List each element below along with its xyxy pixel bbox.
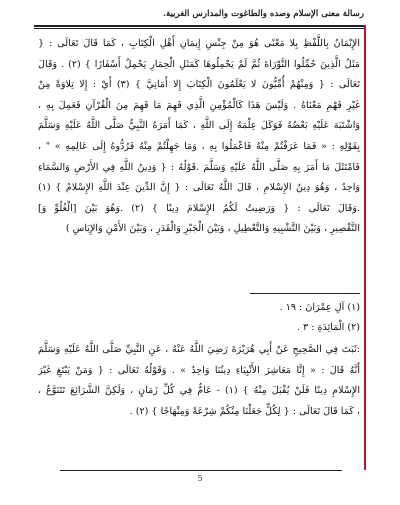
footnote: (١) آلِ عِمْرَانَ : ١٩ . (279, 302, 360, 313)
header-rule-thin (34, 28, 366, 29)
text-line: وَاحِدٌ ، وَهُوَ دِينُ الإِسْلامِ ، قَالَ اللَّهُ تَعَالَى : { إِنَّ الدِّينَ عِنْدَ اللَّهِ الإِسْلامُ } (١) (38, 182, 360, 194)
text-line: تَعَالَى : { وَمِنْهُمْ أُمِّيُّونَ لا يَعْلَمُونَ الْكِتَابَ إِلا أَمَانِيَّ } (٣) أَيْ : إِلا تِلاوَةً مِنْ (38, 79, 360, 91)
text-line: وَاشْتَبَهَ عَلَيْهِ بَعْضُهُ فَوَكَلَ عِلْمَهُ إِلَى اللَّهِ ، كَمَا أَمَرَهُ النَّبِيُّ صَلَّى اللَّهُ عَلَيْهِ وَسَلَّمَ (38, 120, 360, 132)
footnote-commentary (38, 340, 360, 422)
commentary-line: أَنَّهُ قَالَ : « إِنَّا مَعَاشِرَ الأَنْبِيَاءِ دِينُنَا وَاحِدٌ » . وَقَوْلُهُ تَعَالَى : { وَمَنْ يَبْتَغِ غَيْرَ (38, 364, 360, 376)
commentary-line: الإِسْلامِ دِينًا فَلَنْ يُقْبَلَ مِنْهُ } (١) - عَامٌّ فِي كُلِّ زَمَانٍ ، وَلَكِنَّ الشَّرَائِعَ تَتَنَوَّعُ ، (38, 385, 360, 397)
footnote-separator (250, 293, 360, 294)
page-number: 5 (197, 474, 203, 483)
commentary-line: ، كَمَا قَالَ تَعَالَى : { لِكُلٍّ جَعَلْنَا مِنْكُمْ شِرْعَةً وَمِنْهَاجًا } (٢) . (129, 405, 360, 417)
header-rule (34, 25, 366, 27)
page-header: رسالة معنى الإسلام وصده والطاغوت والمدارس الغربية. (162, 9, 364, 19)
margin-border (364, 25, 366, 470)
text-line: بِقَوْلِهِ : « فَمَا عَرَفْتُمْ مِنْهُ فَاعْمَلُوا بِهِ ، وَمَا جَهِلْتُمْ مِنْهُ فَرُدُّوهُ إِلَى عَالِمِهِ » " ، (38, 140, 360, 152)
text-line: التَّقْصِيرِ ، وَبَيْنَ التَّشْبِيهِ وَالتَّعْطِيلِ ، وَبَيْنَ الْجَبْرِ وَالْقَدَرِ ، وَبَيْنَ الأَمْنِ وَالإِيَاسِ ) (65, 223, 360, 235)
text-line: فَامْتَثَلَ مَا أَمَرَ بِهِ صَلَّى اللَّهُ عَلَيْهِ وَسَلَّمَ .قَوْلُهُ : { وَدِينُ اللَّهِ فِي الأَرْضِ وَالسَّمَاءِ (38, 161, 360, 173)
footer-rule (60, 470, 342, 471)
text-line: .وَقَالَ تَعَالَى : { وَرَضِيتُ لَكُمُ الإِسْلامَ دِينًا } (٢) .وَهُوَ بَيْنَ [الْغُلُوِّ وَ] (38, 202, 360, 214)
main-text (38, 34, 360, 240)
commentary-line: :ثَبَتَ فِي الصَّحِيحِ عَنْ أَبِي هُرَيْرَةَ رَضِيَ اللَّهُ عَنْهُ ، عَنِ النَّبِيِّ صَلَّى اللَّهُ عَلَيْهِ وَسَلَّمَ (38, 344, 360, 355)
text-line: غَيْرِ فَهْمِ مَعْنَاهُ . وَلَيْسَ هَذَا كَالْمُؤْمِنِ الَّذِي فَهِمَ مَا فَهِمَ مِنَ الْقُرْآنِ فَعَمِلَ بِهِ ، (38, 99, 360, 111)
footnote: (٢) الْمَائِدَةِ : ٣ . (296, 322, 360, 333)
footnote-list (38, 298, 360, 338)
text-line: الإِيْمَانُ بِاللَّفْظِ بِلا مَعْنًى هُوَ مِنْ جِنْسِ إِيمَانِ أَهْلِ الْكِتَابِ ، كَمَا قَالَ تَعَالَى : { (38, 38, 360, 49)
text-line: مَثَلُ الَّذِينَ حُمِّلُوا التَّوْرَاةَ ثُمَّ لَمْ يَحْمِلُوهَا كَمَثَلِ الْحِمَارِ يَحْمِلُ أَسْفَارًا } (٢) . وَقَالَ (38, 58, 360, 70)
